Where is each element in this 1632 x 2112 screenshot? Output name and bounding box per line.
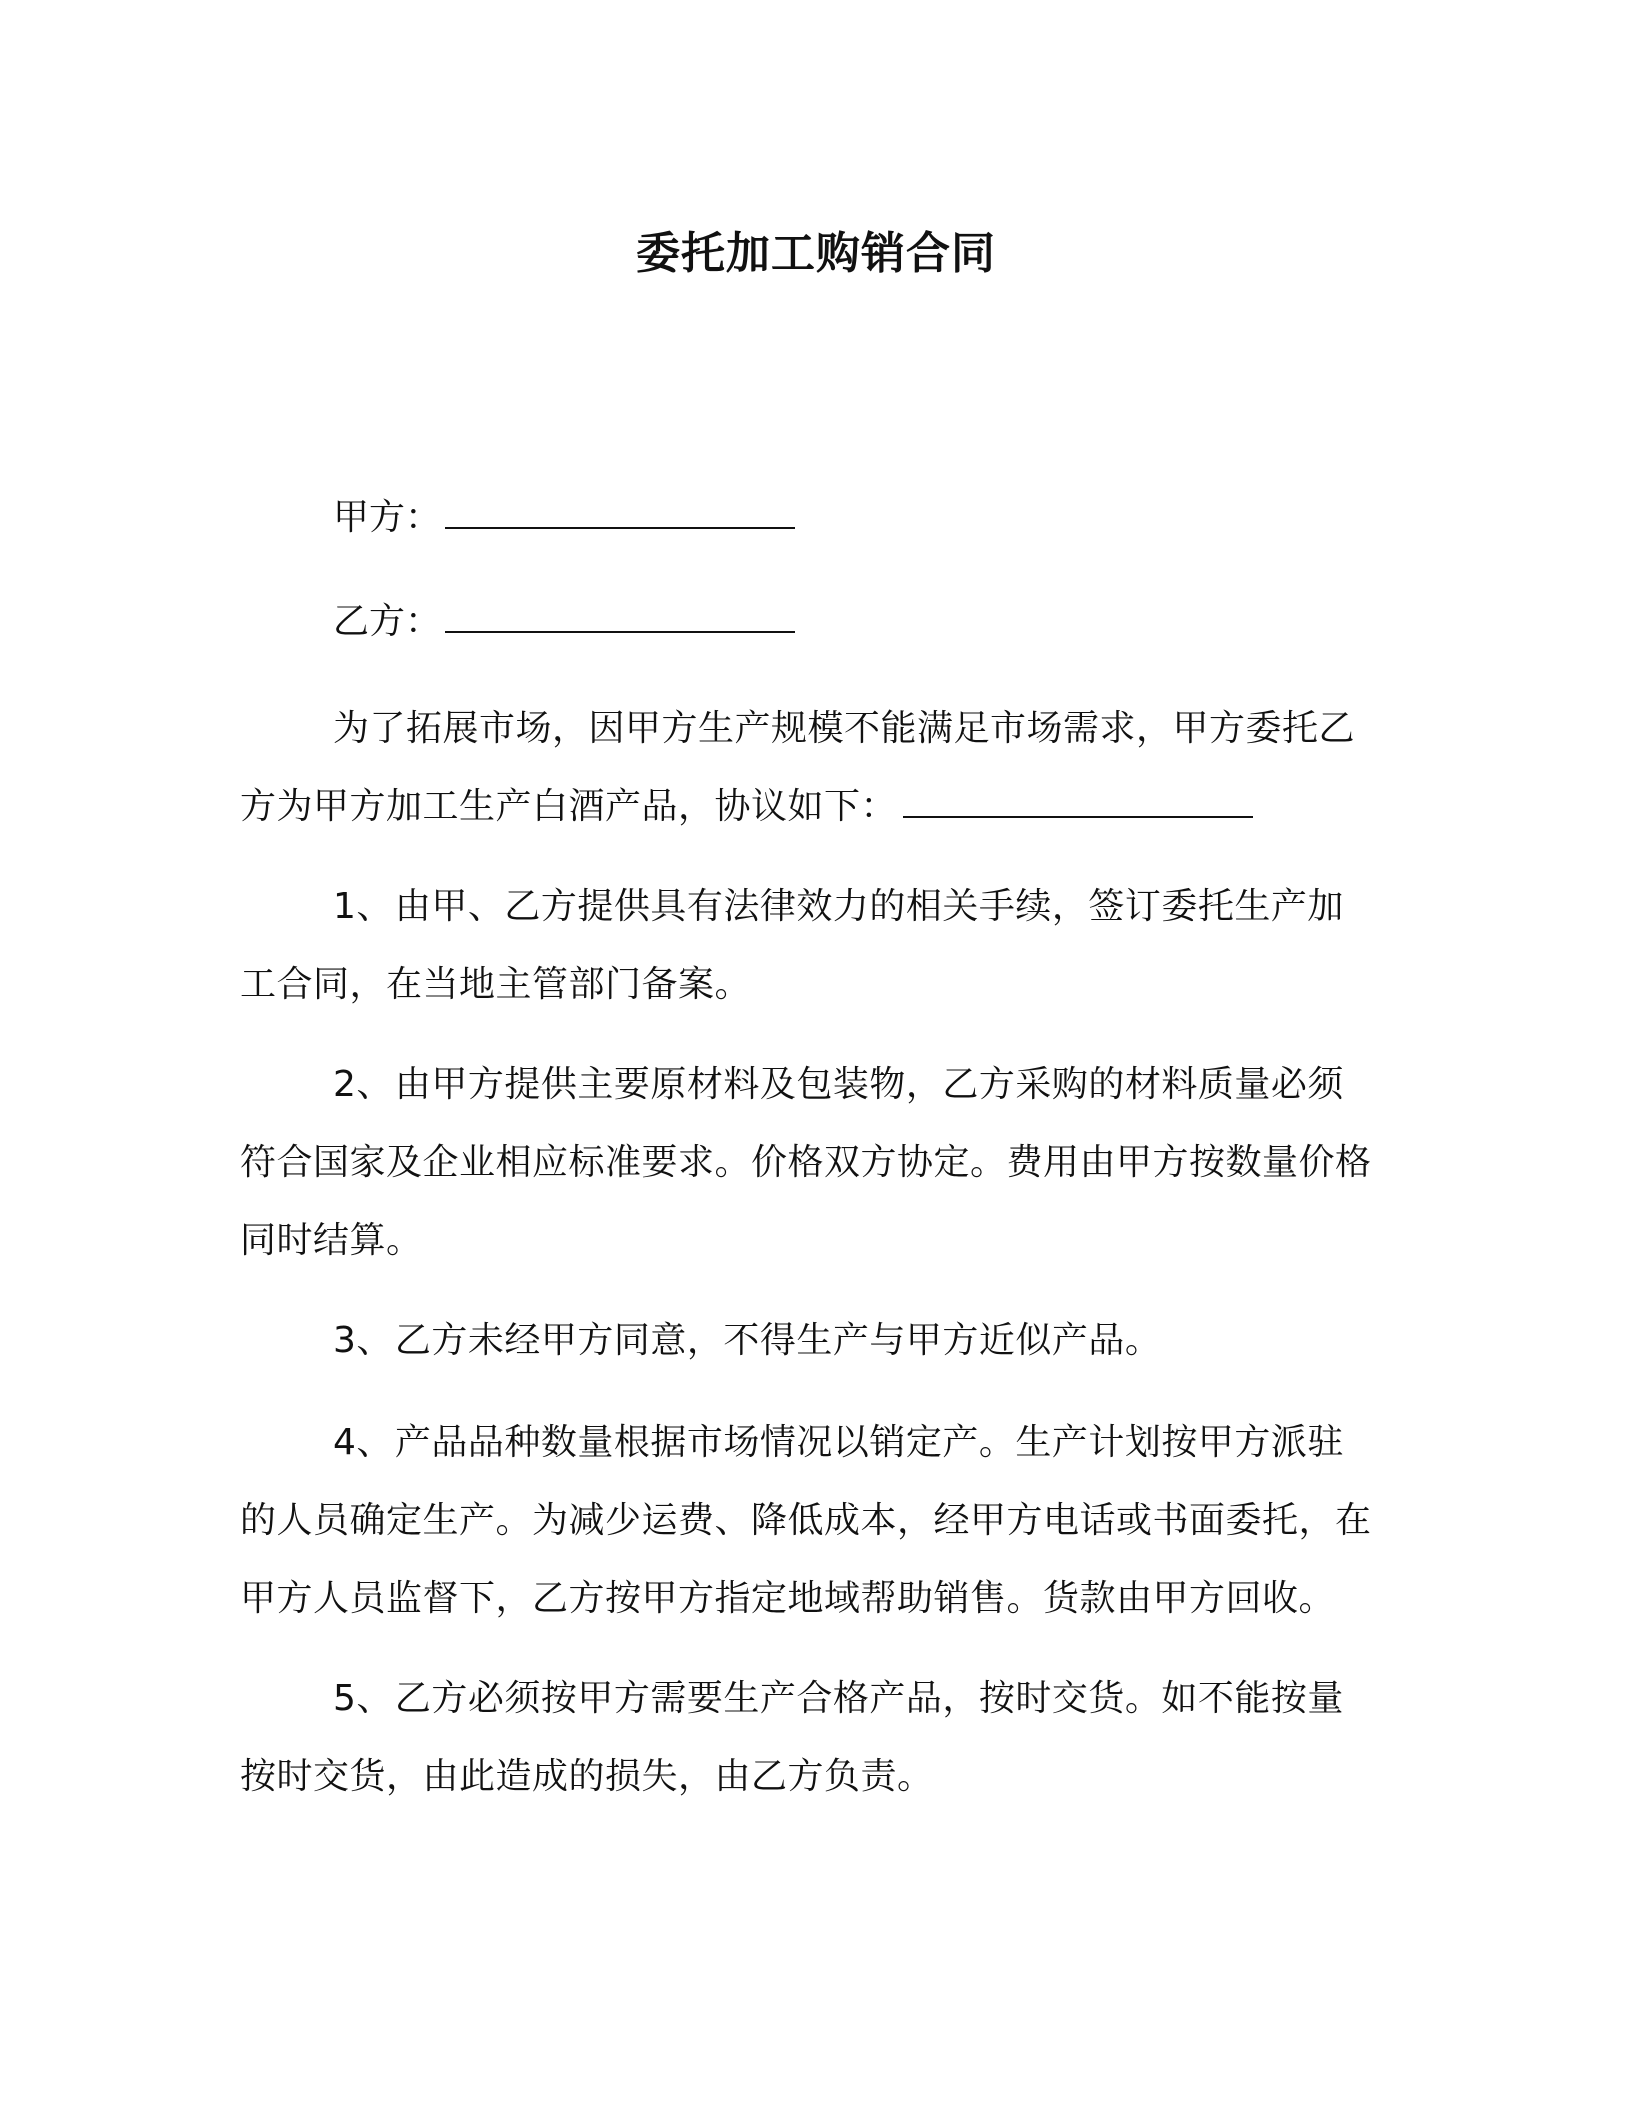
clause-number: 4、 [333, 1422, 393, 1463]
clause-text: 产品品种数量根据市场情况以销定产。生产计划按甲方派驻的人员确定生产。为减少运费、降低成本，经甲方电话或书面委托，在甲方人员监督下，乙方按甲方指定地域帮助销售。货款由甲方回收。 [240, 1422, 1372, 1619]
clause-5 [240, 1660, 1380, 1816]
clause-4 [240, 1404, 1380, 1638]
document-title: 委托加工购销合同 [636, 228, 996, 279]
clause-text: 乙方必须按甲方需要生产合格产品，按时交货。如不能按量按时交货，由此造成的损失，由乙方负责。 [240, 1678, 1344, 1797]
intro-paragraph [240, 690, 1380, 846]
clause-text: 乙方未经甲方同意，不得生产与甲方近似产品。 [394, 1320, 1162, 1361]
party-b-label: 乙方： [333, 601, 442, 642]
clause-number: 3、 [333, 1320, 393, 1361]
clause-text: 由甲方提供主要原材料及包装物，乙方采购的材料质量必须符合国家及企业相应标准要求。价格双方协定。费用由甲方按数量价格同时结算。 [240, 1064, 1372, 1261]
party-b-field [333, 598, 795, 646]
clause-number: 1、 [333, 886, 393, 927]
party-b-blank [445, 601, 795, 633]
clause-text: 由甲、乙方提供具有法律效力的相关手续，签订委托生产加工合同，在当地主管部门备案。 [240, 886, 1344, 1005]
clause-2 [240, 1046, 1380, 1280]
clause-3 [240, 1302, 1380, 1380]
clause-number: 2、 [333, 1064, 393, 1105]
intro-blank [903, 786, 1253, 818]
clause-1 [240, 868, 1380, 1024]
intro-text: 为了拓展市场，因甲方生产规模不能满足市场需求，甲方委托乙方为甲方加工生产白酒产品，协议如下： [240, 708, 1356, 827]
party-a-field [333, 494, 795, 542]
party-a-label: 甲方： [333, 497, 442, 538]
party-a-blank [445, 497, 795, 529]
clause-number: 5、 [333, 1678, 393, 1719]
